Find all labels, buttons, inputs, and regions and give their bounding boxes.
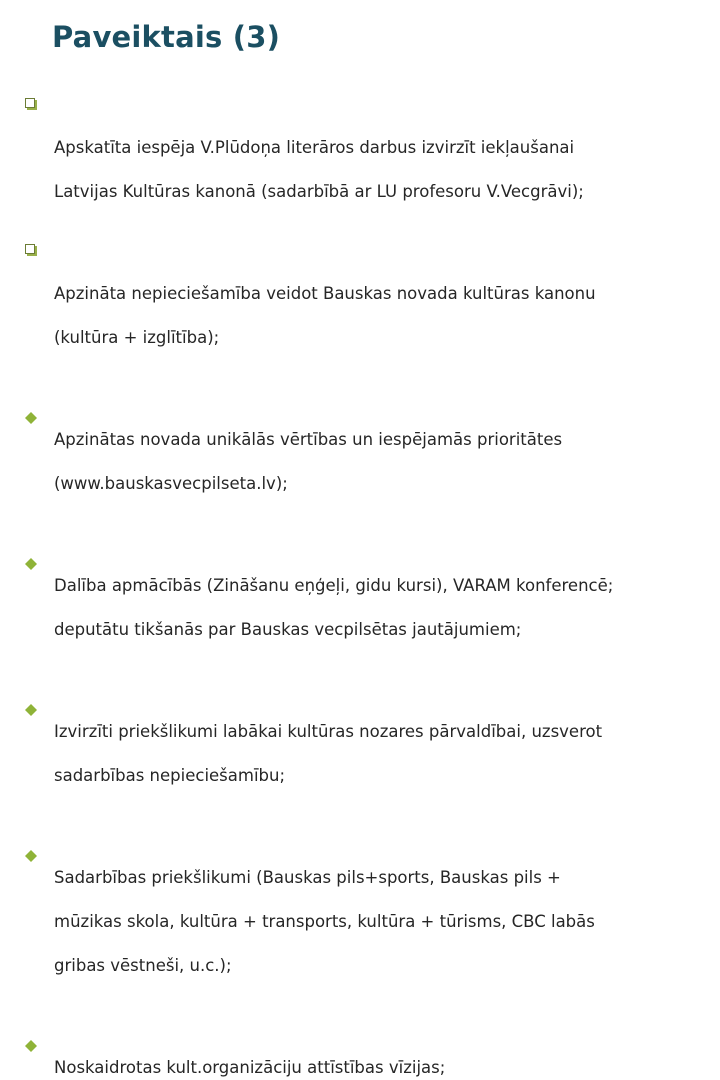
- bullet-line: gribas vēstneši, u.c.);: [54, 956, 232, 975]
- diamond-icon: [25, 536, 37, 548]
- bullet-item: [22, 677, 702, 809]
- square-outline-icon: [25, 98, 35, 108]
- diamond-icon: [25, 682, 37, 694]
- bullet-list: [22, 93, 702, 1080]
- bullet-line: Apskatīta iespēja V.Plūdoņa literāros darbus izvirzīt iekļaušanai: [54, 138, 575, 157]
- bullet-item: [22, 1013, 702, 1080]
- bullet-line: deputātu tikšanās par Bauskas vecpilsētas jautājumiem;: [54, 620, 522, 639]
- diamond-icon: [25, 390, 37, 402]
- bullet-line: sadarbības nepieciešamību;: [54, 766, 286, 785]
- bullet-line: Izvirzīti priekšlikumi labākai kultūras nozares pārvaldībai, uzsverot: [54, 722, 603, 741]
- bullet-line: (kultūra + izglītība);: [54, 328, 220, 347]
- bullet-line: Apzināta nepieciešamība veidot Bauskas novada kultūras kanonu: [54, 284, 596, 303]
- bullet-item: [22, 531, 702, 663]
- square-outline-icon: [25, 244, 35, 254]
- bullet-line: Sadarbības priekšlikumi (Bauskas pils+sports, Bauskas pils +: [54, 868, 561, 887]
- bullet-item: [22, 823, 702, 999]
- bullet-line: Noskaidrotas kult.organizāciju attīstības vīzijas;: [54, 1058, 446, 1077]
- bullet-line: mūzikas skola, kultūra + transports, kultūra + tūrisms, CBC labās: [54, 912, 595, 931]
- bullet-line: Apzinātas novada unikālās vērtības un iespējamās prioritātes: [54, 430, 563, 449]
- slide-title: Paveiktais (3): [52, 20, 281, 54]
- diamond-icon: [25, 1018, 37, 1030]
- bullet-item: [22, 93, 702, 225]
- bullet-line: Latvijas Kultūras kanonā (sadarbībā ar LU profesoru V.Vecgrāvi);: [54, 182, 584, 201]
- diamond-icon: [25, 828, 37, 840]
- bullet-line: Dalība apmācībās (Zināšanu eņģeļi, gidu kursi), VARAM konferencē;: [54, 576, 614, 595]
- bullet-line: (www.bauskasvecpilseta.lv);: [54, 474, 288, 493]
- bullet-item: [22, 385, 702, 517]
- bullet-item: [22, 239, 702, 371]
